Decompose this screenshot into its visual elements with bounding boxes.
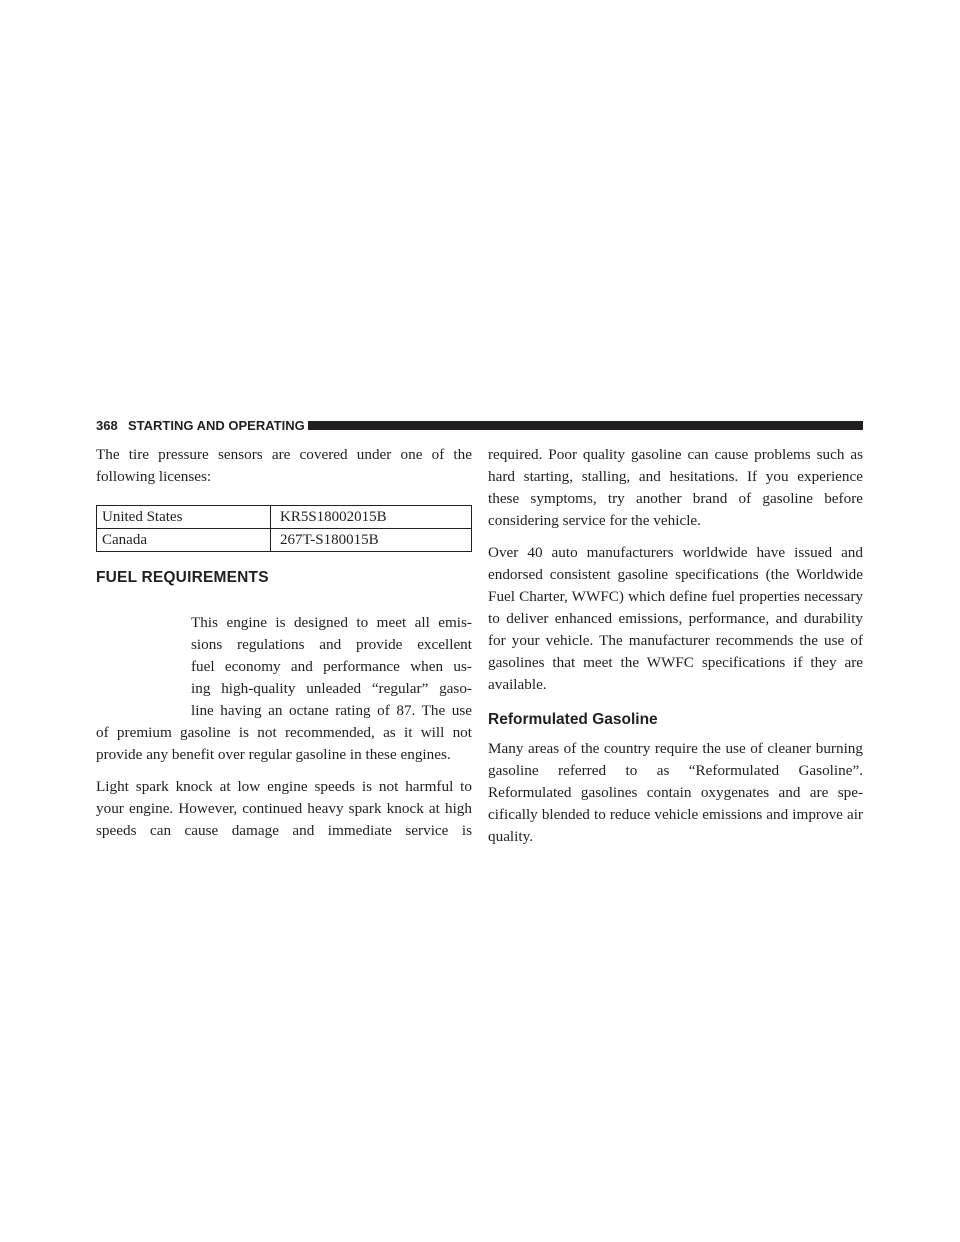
license-number: 267T-S180015B bbox=[271, 529, 472, 552]
spark-knock-paragraph: Light spark knock at low engine speeds is not harmful to your engine. However, continued heavy spark knock at high speeds can cause damage and immediate service is bbox=[96, 778, 472, 839]
header-rule bbox=[308, 421, 863, 430]
reformulated-gasoline-paragraph: Many areas of the country require the use of cleaner burning gasoline referred to as “Reformulated Gasoline”. Reformulated gasolines contain oxygenates and are specifically blended to reduce vehicle emissions and improve air quality. bbox=[488, 740, 863, 845]
reformulated-gasoline-heading: Reformulated Gasoline bbox=[488, 711, 658, 728]
fuel-intro-indented bbox=[191, 612, 472, 722]
left-column bbox=[96, 444, 472, 842]
fuel-line: sions regulations and provide excellent bbox=[191, 636, 472, 653]
premium-gasoline-paragraph: of premium gasoline is not recommended, as it will not provide any benefit over regular gasoline in these engines. bbox=[96, 724, 472, 763]
fuel-line: ing high-quality unleaded “regular” gaso- bbox=[191, 680, 472, 697]
wwfc-paragraph: Over 40 auto manufacturers worldwide have issued and endorsed consistent gasoline specifications (the Worldwide Fuel Charter, WWFC) which define fuel properties necessary to deliver enhanced emissions, performance, and durability for your vehicle. The manufacturer recommends the use of gasolines that meet the WWFC specifications if they are available. bbox=[488, 544, 863, 693]
table-row bbox=[97, 506, 472, 529]
fuel-line: fuel economy and performance when us- bbox=[191, 658, 472, 675]
license-table bbox=[96, 505, 472, 552]
table-row bbox=[97, 529, 472, 552]
licenses-intro: The tire pressure sensors are covered under one of the following licenses: bbox=[96, 446, 472, 485]
right-column bbox=[488, 444, 863, 848]
page-header bbox=[0, 418, 960, 434]
gasoline-quality-paragraph: required. Poor quality gasoline can cause problems such as hard starting, stalling, and hesitations. If you experience these symptoms, try another brand of gasoline before considering service for the vehicle. bbox=[488, 446, 863, 529]
license-country: Canada bbox=[97, 529, 271, 552]
license-number: KR5S18002015B bbox=[271, 506, 472, 529]
fuel-line: This engine is designed to meet all emis- bbox=[191, 614, 472, 631]
fuel-line: line having an octane rating of 87. The use bbox=[191, 702, 472, 719]
section-title: STARTING AND OPERATING bbox=[128, 418, 305, 433]
license-country: United States bbox=[97, 506, 271, 529]
page-number: 368 bbox=[96, 418, 118, 433]
fuel-requirements-heading: FUEL REQUIREMENTS bbox=[96, 569, 269, 586]
